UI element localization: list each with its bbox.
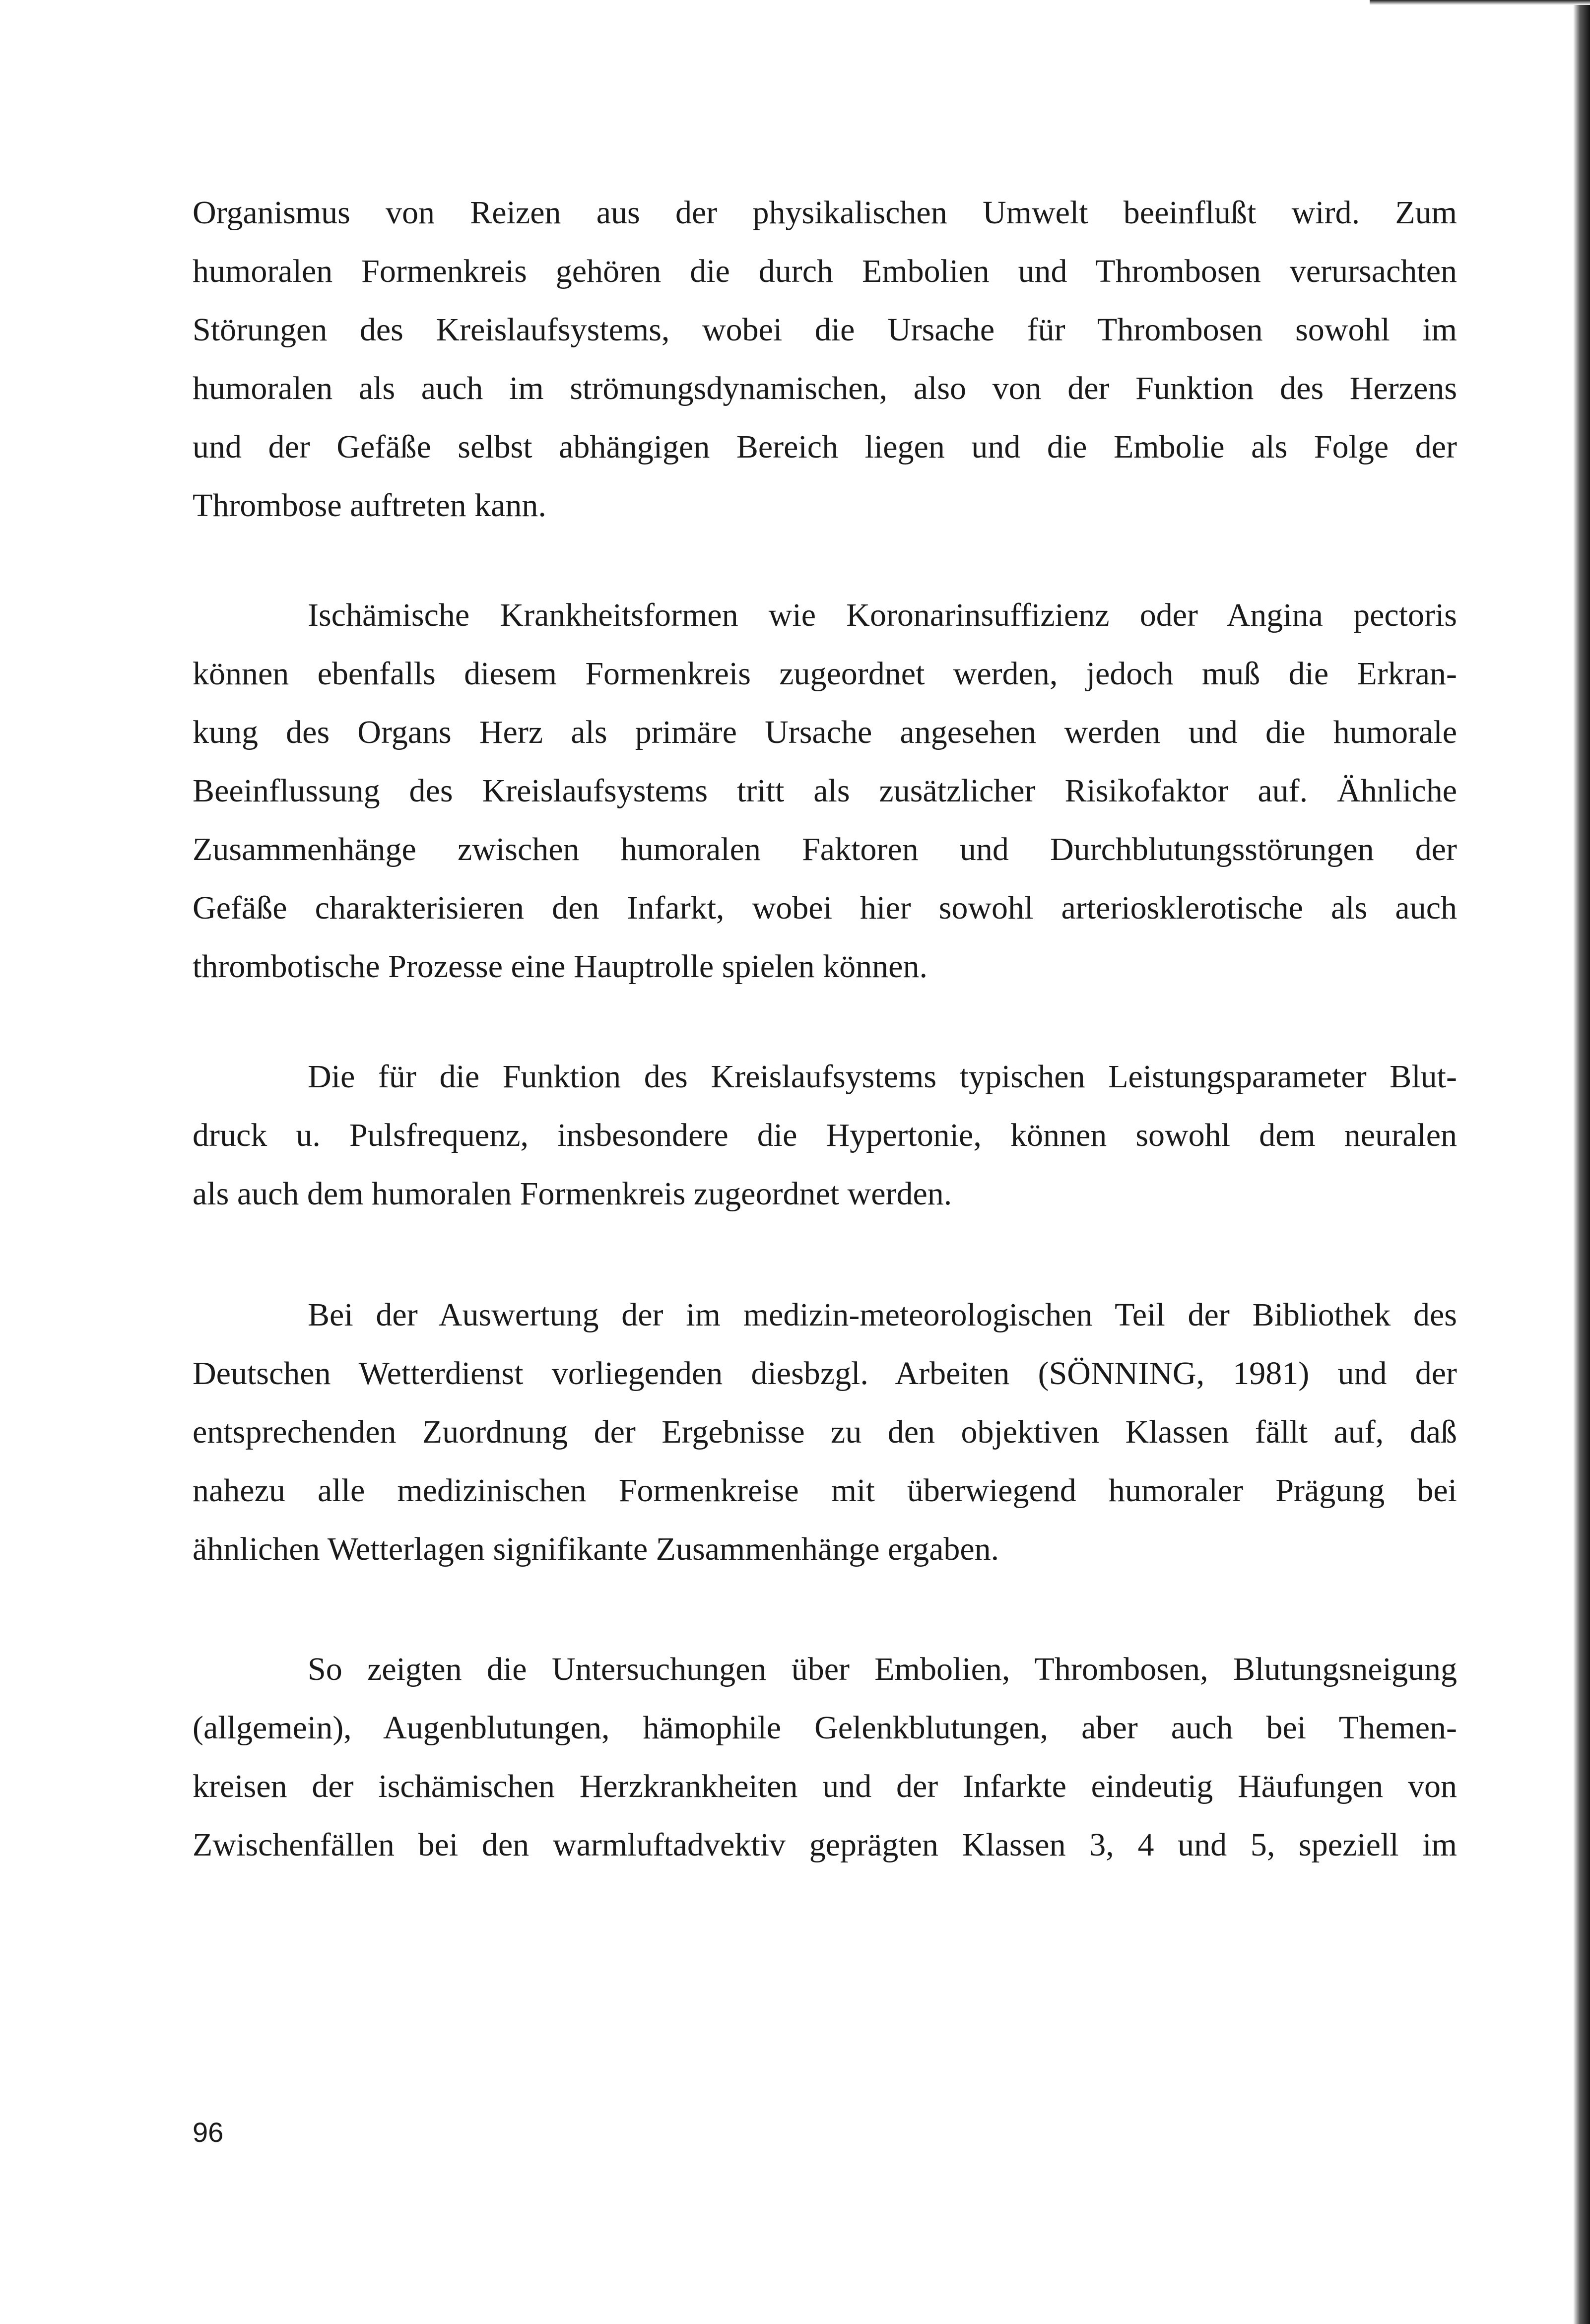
- text-line: Bei der Auswertung der im medizin-meteorologischen Teil der Bibliothek des: [308, 1297, 1457, 1333]
- text-line: kreisen der ischämischen Herzkrankheiten und der Infarkte eindeutig Häufungen von: [193, 1768, 1457, 1804]
- text-line: können ebenfalls diesem Formenkreis zugeordnet werden, jedoch muß die Erkran-: [193, 656, 1457, 692]
- text-line: Beeinflussung des Kreislaufsystems tritt als zusätzlicher Risikofaktor auf. Ähnliche: [193, 773, 1457, 809]
- text-line: humoralen als auch im strömungsdynamischen, also von der Funktion des Herzens: [193, 370, 1457, 406]
- text-line: Thrombose auftreten kann.: [193, 487, 546, 524]
- text-line: und der Gefäße selbst abhängigen Bereich liegen und die Embolie als Folge der: [193, 429, 1457, 465]
- paragraph-3: [193, 1048, 1457, 1223]
- paragraph-5: [193, 1640, 1457, 1874]
- text-line: (allgemein), Augenblutungen, hämophile Gelenkblutungen, aber auch bei Themen-: [193, 1710, 1457, 1746]
- text-line: Deutschen Wetterdienst vorliegenden diesbzgl. Arbeiten (SÖNNING, 1981) und der: [193, 1355, 1457, 1392]
- paragraph-4: [193, 1286, 1457, 1579]
- text-line: So zeigten die Untersuchungen über Embolien, Thrombosen, Blutungsneigung: [308, 1651, 1457, 1687]
- text-line: als auch dem humoralen Formenkreis zugeordnet werden.: [193, 1176, 952, 1212]
- text-line: Störungen des Kreislaufsystems, wobei die Ursache für Thrombosen sowohl im: [193, 312, 1457, 348]
- text-line: druck u. Pulsfrequenz, insbesondere die Hypertonie, können sowohl dem neuralen: [193, 1117, 1457, 1153]
- text-line: Zwischenfällen bei den warmluftadvektiv geprägten Klassen 3, 4 und 5, speziell im: [193, 1827, 1457, 1863]
- paragraph-2: [193, 586, 1457, 996]
- text-line: Zusammenhänge zwischen humoralen Faktoren und Durchblutungsstörungen der: [193, 831, 1457, 867]
- text-line: Organismus von Reizen aus der physikalischen Umwelt beeinflußt wird. Zum: [193, 195, 1457, 231]
- text-line: entsprechenden Zuordnung der Ergebnisse zu den objektiven Klassen fällt auf, daß: [193, 1414, 1457, 1450]
- text-line: Gefäße charakterisieren den Infarkt, wobei hier sowohl arteriosklerotische als auch: [193, 890, 1457, 926]
- paragraph-1: [193, 184, 1457, 535]
- text-line: Die für die Funktion des Kreislaufsystems typischen Leistungsparameter Blut-: [308, 1059, 1457, 1095]
- text-line: nahezu alle medizinischen Formenkreise mit überwiegend humoraler Prägung bei: [193, 1472, 1457, 1509]
- text-line: ähnlichen Wetterlagen signifikante Zusammenhänge ergaben.: [193, 1531, 999, 1567]
- scan-edge-top: [1370, 0, 1590, 5]
- text-line: kung des Organs Herz als primäre Ursache angesehen werden und die humorale: [193, 714, 1457, 750]
- scan-edge-shadow: [1573, 0, 1590, 2324]
- text-line: Ischämische Krankheitsformen wie Koronarinsuffizienz oder Angina pectoris: [308, 597, 1457, 633]
- page-number: 96: [193, 2117, 224, 2148]
- text-line: humoralen Formenkreis gehören die durch Embolien und Thrombosen verursachten: [193, 253, 1457, 289]
- text-line: thrombotische Prozesse eine Hauptrolle spielen können.: [193, 948, 928, 985]
